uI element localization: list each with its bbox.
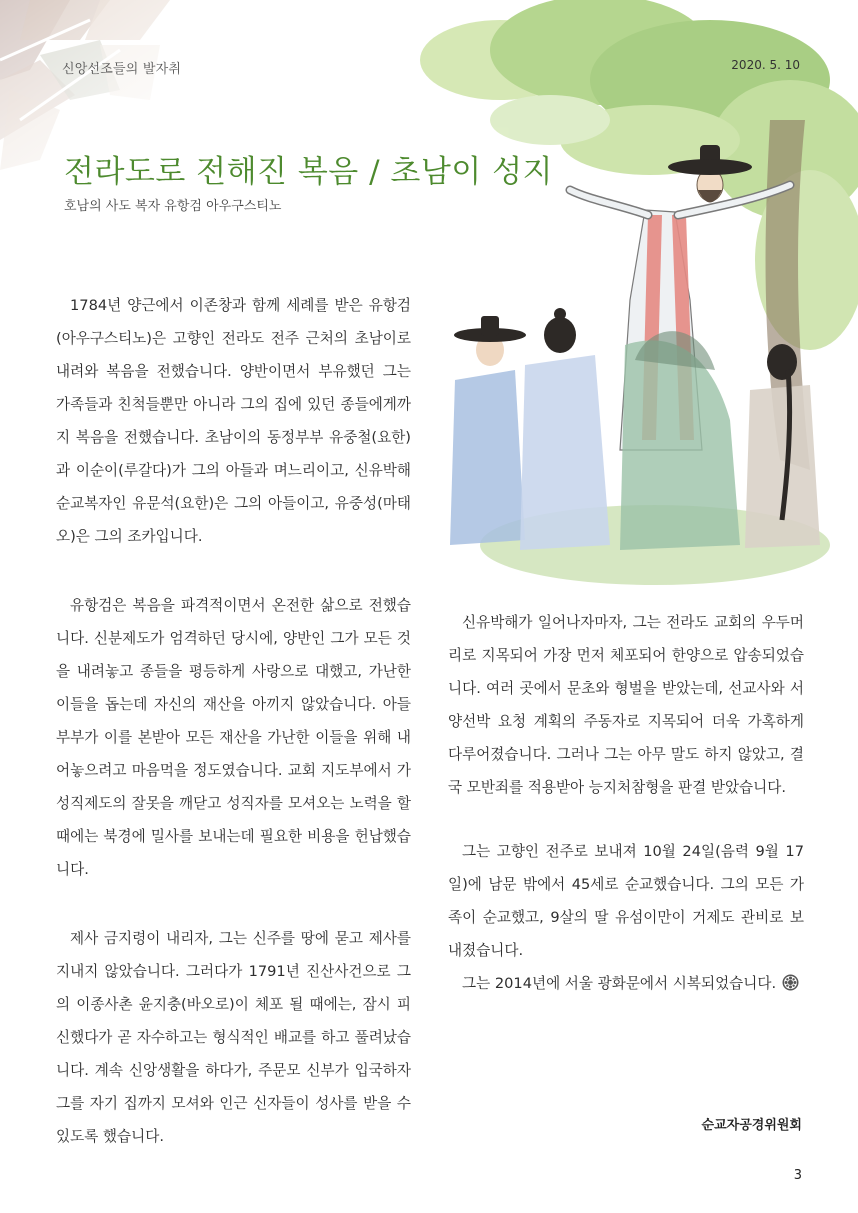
- article-paragraph: 유항검은 복음을 파격적이면서 온전한 삶으로 전했습니다. 신분제도가 엄격하던 당시에, 양반인 그가 모든 것을 내려놓고 종들을 평등하게 사랑으로 대했고, 가난한 이들을 돕는데 자신의 재산을 아끼지 않았습니다. 아들 부부가 이를 본받아 모든 재산을 가난한 이들을 위해 내어놓으려고 마음먹을 정도였습니다. 교회 지도부에서 가성직제도의 잘못을 깨닫고 성직자를 모셔오는 노력을 할 때에는 북경에 밀사를 보내는데 필요한 비용을 헌납했습니다.: [56, 597, 411, 878]
- article-column-right: [448, 606, 804, 1000]
- end-mark-icon: [782, 974, 799, 991]
- issue-date: 2020. 5. 10: [731, 58, 800, 72]
- martyr-preaching-illustration: [410, 0, 858, 600]
- article-paragraph: 제사 금지령이 내리자, 그는 신주를 땅에 묻고 제사를 지내지 않았습니다. 그러다가 1791년 진산사건으로 그의 이종사촌 윤지충(바오로)이 체포 될 때에는, 잠시 피신했다가 곧 자수하고는 형식적인 배교를 하고 풀려났습니다. 계속 신앙생활을 하다가, 주문모 신부가 입국하자 그를 자기 집까지 모셔와 인근 신자들이 성사를 받을 수 있도록 했습니다.: [56, 930, 411, 1145]
- series-label: 신앙선조들의 발자취: [62, 62, 182, 77]
- article-closing-paragraph: [448, 967, 804, 1000]
- article-paragraph: 신유박해가 일어나자마자, 그는 전라도 교회의 우두머리로 지목되어 가장 먼저 체포되어 한양으로 압송되었습니다. 여러 곳에서 문초와 형벌을 받았는데, 선교사와 서양선박 요청 계획의 주동자로 지목되어 더욱 가혹하게 다루어졌습니다. 그러나 그는 아무 말도 하지 않았고, 결국 모반죄를 적용받아 능지처참형을 판결 받았습니다.: [448, 614, 804, 796]
- article-paragraph: 그는 고향인 전주로 보내져 10월 24일(음력 9월 17일)에 남문 밖에서 45세로 순교했습니다. 그의 모든 가족이 순교했고, 9살의 딸 유섬이만이 거제도 관비로 보내졌습니다.: [448, 843, 804, 959]
- organization-name: 순교자공경위원회: [701, 1118, 802, 1133]
- page-subtitle: 호남의 사도 복자 유항검 아우구스티노: [64, 199, 282, 214]
- page-title: 전라도로 전해진 복음 / 초남이 성지: [64, 154, 553, 190]
- article-column-left: [56, 289, 411, 1153]
- article-closing-text: 그는 2014년에 서울 광화문에서 시복되었습니다.: [462, 975, 777, 992]
- page-number: 3: [793, 1168, 802, 1183]
- article-paragraph: 1784년 양근에서 이존창과 함께 세례를 받은 유항검(아우구스티노)은 고향인 전라도 전주 근처의 초남이로 내려와 복음을 전했습니다. 양반이면서 부유했던 그는 가족들과 친척들뿐만 아니라 그의 집에 있던 종들에게까지 복음을 전했습니다. 초남이의 동정부부 유중철(요한)과 이순이(루갈다)가 그의 아들과 며느리이고, 신유박해 순교복자인 유문석(요한)은 그의 아들이고, 유중성(마태오)은 그의 조카입니다.: [56, 297, 411, 545]
